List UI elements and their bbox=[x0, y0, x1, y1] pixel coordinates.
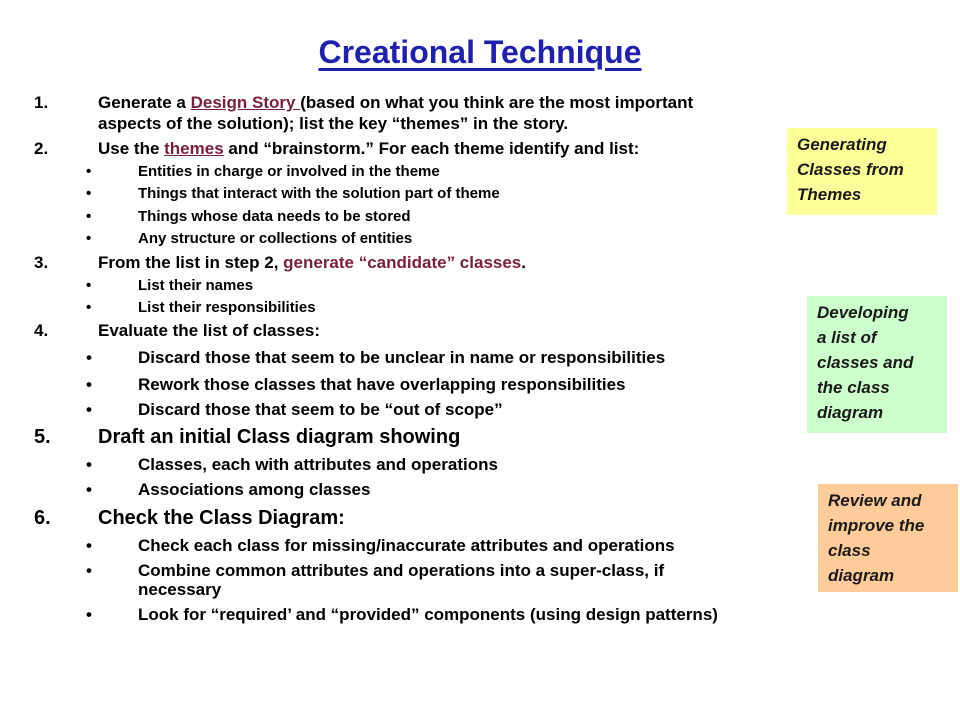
step-3-number: 3. bbox=[34, 253, 49, 272]
note-review-diagram: Review and improve the class diagram bbox=[818, 484, 958, 592]
step-4-text: Evaluate the list of classes: bbox=[98, 321, 321, 340]
step-2-text: Use the themes and “brainstorm.” For each theme identify and list: bbox=[98, 139, 640, 158]
step-6-number: 6. bbox=[34, 507, 51, 529]
step-5-number: 5. bbox=[34, 426, 51, 448]
candidate-classes-highlight: generate “candidate” classes bbox=[283, 253, 522, 272]
step-6-text: Check the Class Diagram: bbox=[98, 507, 345, 529]
note-generating-classes: Generating Classes from Themes bbox=[787, 128, 937, 215]
step-2-number: 2. bbox=[34, 139, 49, 158]
design-story-link[interactable]: Design Story bbox=[190, 93, 301, 112]
step-1-number: 1. bbox=[34, 93, 49, 112]
note-developing-classes: Developing a list of classes and the class diagram bbox=[807, 296, 947, 433]
step-5-text: Draft an initial Class diagram showing bbox=[98, 426, 461, 448]
step-4-number: 4. bbox=[34, 321, 49, 340]
page-title: Creational Technique bbox=[318, 34, 642, 70]
step-3-text: From the list in step 2, generate “candidate” classes. bbox=[98, 253, 526, 272]
themes-link[interactable]: themes bbox=[164, 139, 224, 158]
step-1-text: Generate a Design Story (based on what you think are the most important bbox=[98, 93, 694, 112]
